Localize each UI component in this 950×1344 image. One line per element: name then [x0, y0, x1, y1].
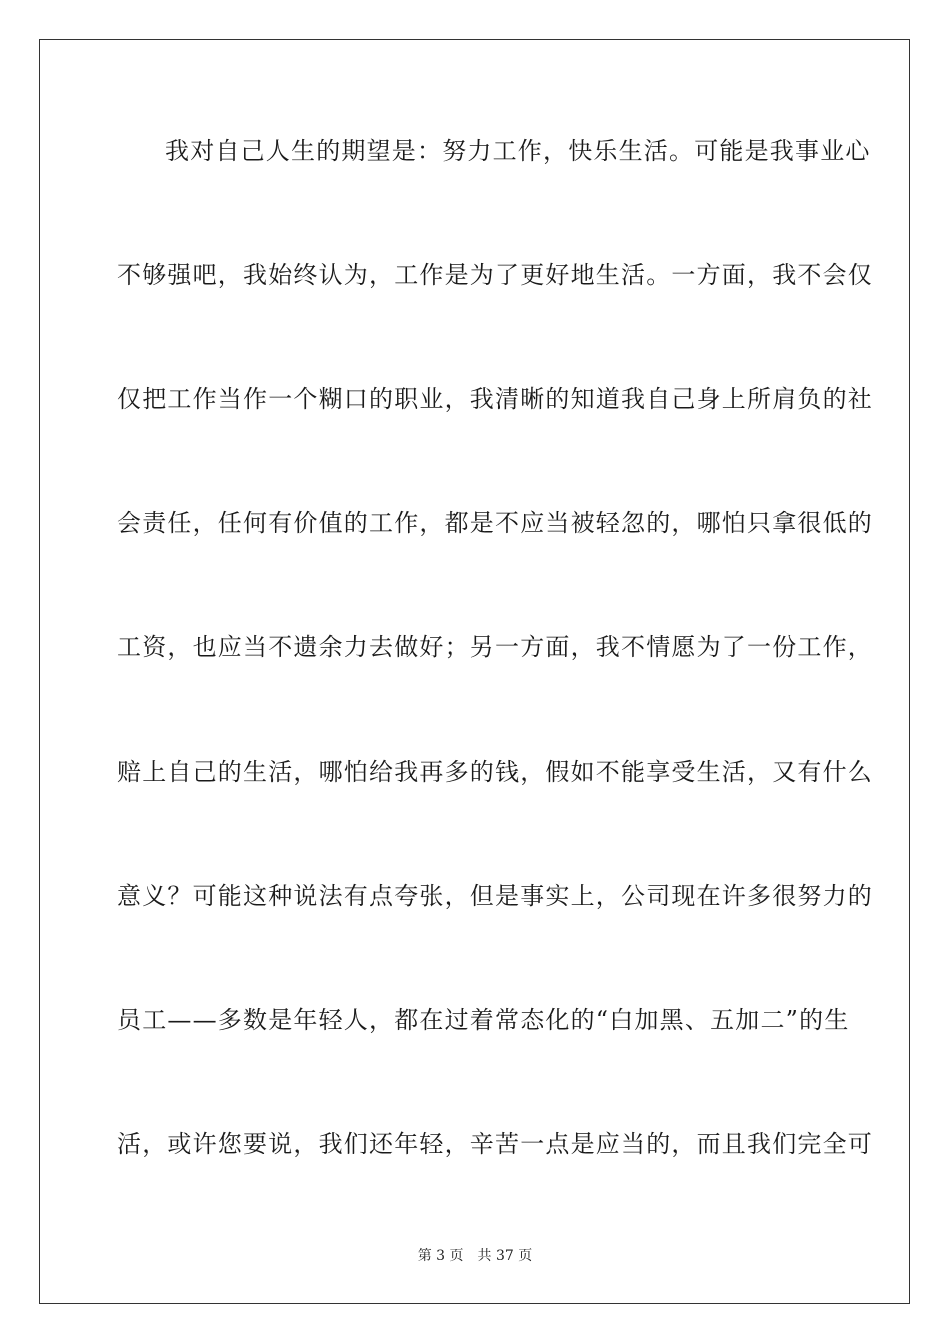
- paragraph-line-6: 赔上自己的生活，哪怕给我再多的钱，假如不能享受生活，又有什么: [117, 758, 873, 786]
- paragraph-line-4: 会责任，任何有价值的工作，都是不应当被轻忽的，哪怕只拿很低的: [117, 509, 873, 537]
- paragraph-line-9: 活，或许您要说，我们还年轻，辛苦一点是应当的，而且我们完全可: [117, 1130, 873, 1158]
- paragraph-line-3: 仅把工作当作一个糊口的职业，我清晰的知道我自己身上所肩负的社: [117, 385, 873, 413]
- page-border: [39, 39, 910, 1304]
- paragraph-line-2: 不够强吧，我始终认为，工作是为了更好地生活。一方面，我不会仅: [117, 261, 873, 289]
- page-number: 第 3 页: [417, 1248, 464, 1264]
- page-total: 共 37 页: [477, 1248, 533, 1264]
- page-footer: [0, 1247, 950, 1265]
- paragraph-line-5: 工资，也应当不遗余力去做好；另一方面，我不情愿为了一份工作，: [117, 633, 873, 661]
- paragraph-line-7: 意义？可能这种说法有点夸张，但是事实上，公司现在许多很努力的: [117, 882, 873, 910]
- paragraph-line-1: 我对自己人生的期望是：努力工作，快乐生活。可能是我事业心: [165, 137, 871, 165]
- paragraph-line-8: 员工——多数是年轻人，都在过着常态化的“白加黑、五加二”的生: [117, 1006, 850, 1034]
